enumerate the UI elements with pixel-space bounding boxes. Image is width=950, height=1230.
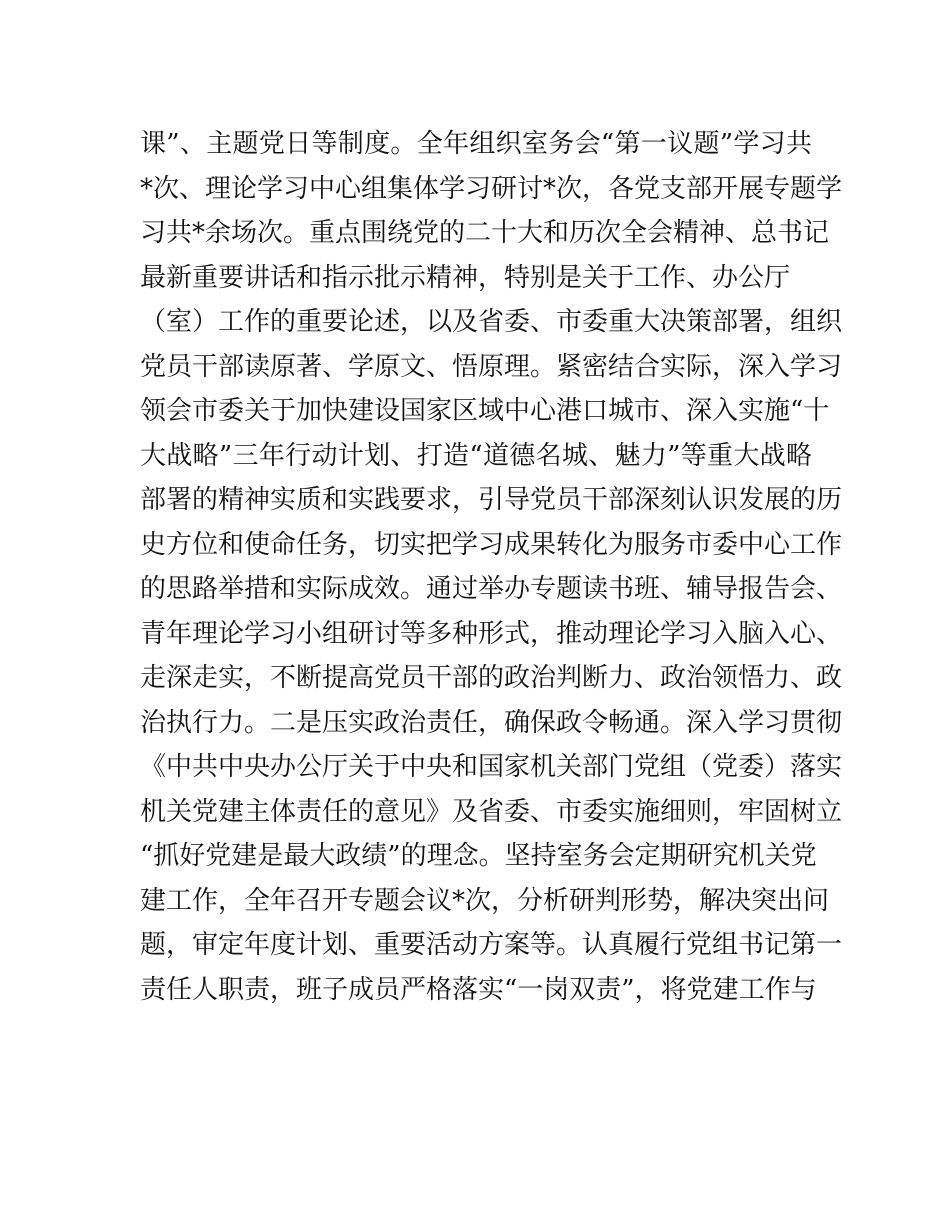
text-line: 建工作，全年召开专题会议*次，分析研判形势，解决突出问 <box>140 885 830 916</box>
text-line: 治执行力。二是压实政治责任，确保政令畅通。深入学习贯彻 <box>140 707 843 738</box>
text-line: “抓好党建是最大政绩”的理念。坚持室务会定期研究机关党 <box>140 841 817 871</box>
text-line: 责任人职责，班子成员严格落实“一岗双责”，将党建工作与 <box>140 974 817 1005</box>
text-line: 大战略”三年行动计划、打造“道德名城、魅力”等重大战略 <box>140 440 812 471</box>
text-line: 课”、主题党日等制度。全年组织室务会“第一议题”学习共 <box>140 129 812 159</box>
text-line: 青年理论学习小组研讨等多种形式，推动理论学习入脑入心、 <box>140 618 843 649</box>
text-line: 题，审定年度计划、重要活动方案等。认真履行党组书记第一 <box>140 930 843 960</box>
text-line: （室）工作的重要论述，以及省委、市委重大决策部署，组织 <box>140 307 843 337</box>
text-line: 领会市委关于加快建设国家区域中心港口城市、深入实施“十 <box>140 396 830 426</box>
text-line: 党员干部读原著、学原文、悟原理。紧密结合实际，深入学习 <box>140 351 843 382</box>
text-line: 部署的精神实质和实践要求，引导党员干部深刻认识发展的历 <box>140 485 843 515</box>
text-line: 习共*余场次。重点围绕党的二十大和历次全会精神、总书记 <box>140 218 830 248</box>
text-line: 最新重要讲话和指示批示精神，特别是关于工作、办公厅 <box>140 262 791 293</box>
text-line: 的思路举措和实际成效。通过举办专题读书班、辅导报告会、 <box>140 574 843 604</box>
text-line: 史方位和使命任务，切实把学习成果转化为服务市委中心工作 <box>140 529 843 560</box>
body-paragraph <box>140 124 843 1014</box>
text-line: 机关党建主体责任的意见》及省委、市委实施细则，牢固树立 <box>140 796 843 827</box>
text-line: 《中共中央办公厅关于中央和国家机关部门党组（党委）落实 <box>140 752 843 782</box>
text-line: *次、理论学习中心组集体学习研讨*次，各党支部开展专题学 <box>140 173 843 204</box>
text-line: 走深走实，不断提高党员干部的政治判断力、政治领悟力、政 <box>140 663 843 693</box>
